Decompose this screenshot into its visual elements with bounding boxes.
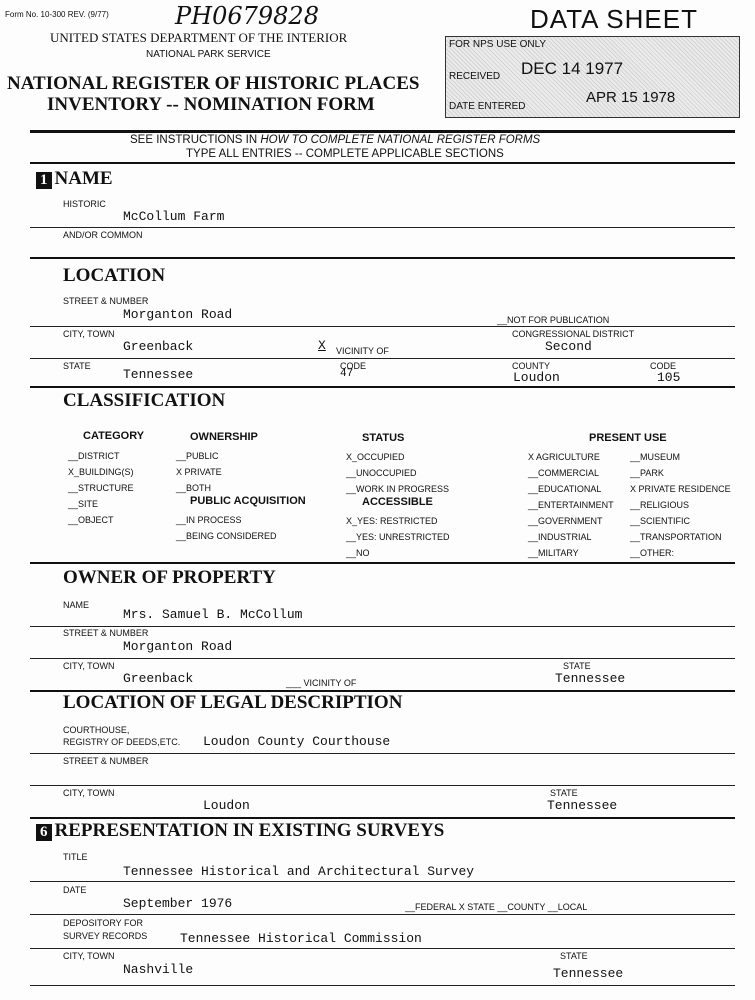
checkbox-option[interactable]: __OBJECT	[68, 515, 114, 525]
checkbox-option[interactable]: __SITE	[68, 499, 99, 509]
instructions-line-1: SEE INSTRUCTIONS IN HOW TO COMPLETE NATIONAL REGISTER FORMS	[130, 134, 541, 146]
owner-city-label: CITY, TOWN	[63, 661, 115, 671]
checkbox-option[interactable]: __UNOCCUPIED	[346, 468, 417, 478]
entered-date: APR 15 1978	[586, 89, 676, 106]
county-label: COUNTY	[512, 361, 550, 371]
survey-title-label: TITLE	[63, 852, 88, 862]
status-title: STATUS	[362, 432, 405, 444]
handwritten-id: PH0679828	[175, 2, 319, 30]
checkbox-option[interactable]: __DISTRICT	[68, 451, 120, 461]
checkbox-option[interactable]: __OTHER:	[630, 548, 675, 558]
vicinity-mark: X	[318, 338, 326, 353]
legal-city-label: CITY, TOWN	[63, 788, 115, 798]
survey-date-value: September 1976	[123, 896, 233, 911]
registry-label: REGISTRY OF DEEDS,ETC.	[63, 737, 181, 747]
checkbox-option[interactable]: __INDUSTRIAL	[528, 532, 592, 542]
form-number: Form No. 10-300 REV. (9/77)	[5, 10, 109, 19]
ownership-options	[176, 448, 222, 496]
not-for-publication: __NOT FOR PUBLICATION	[497, 315, 610, 325]
depository-label-2: SURVEY RECORDS	[63, 931, 148, 941]
checkbox-option[interactable]: __MUSEUM	[630, 452, 681, 462]
checkbox-option[interactable]: X_BUILDING(S)	[68, 467, 134, 477]
nps-use-box	[445, 36, 740, 118]
depository-label-1: DEPOSITORY FOR	[63, 918, 144, 928]
section-legal-heading: LOCATION OF LEGAL DESCRIPTION	[63, 692, 403, 713]
state-value: Tennessee	[123, 367, 194, 382]
legal-state-label: STATE	[550, 788, 578, 798]
section-surveys-heading: 6 REPRESENTATION IN EXISTING SURVEYS	[36, 820, 444, 842]
ownership-title: OWNERSHIP	[190, 431, 258, 443]
survey-level-options[interactable]: __FEDERAL X STATE __COUNTY __LOCAL	[405, 902, 588, 912]
checkbox-option[interactable]: __NO	[346, 548, 370, 558]
legal-city-value: Loudon	[203, 798, 250, 813]
checkbox-option[interactable]: X AGRICULTURE	[528, 452, 600, 462]
state-code: 47	[340, 368, 354, 380]
checkbox-option[interactable]: __SCIENTIFIC	[630, 516, 691, 526]
city-label: CITY, TOWN	[63, 329, 115, 339]
common-label: AND/OR COMMON	[63, 230, 143, 240]
received-label: RECEIVED	[449, 71, 501, 82]
owner-vicinity-label: ___ VICINITY OF	[286, 678, 357, 688]
data-sheet-stamp: DATA SHEET	[530, 4, 698, 34]
checkbox-option[interactable]: __BOTH	[176, 483, 212, 493]
checkbox-option[interactable]: __PARK	[630, 468, 664, 478]
survey-state-value: Tennessee	[553, 966, 624, 981]
county-value: Loudon	[513, 370, 560, 385]
public-acquisition-options	[176, 512, 277, 544]
checkbox-option[interactable]: __STRUCTURE	[68, 483, 134, 493]
received-date: DEC 14 1977	[521, 59, 624, 78]
present-use-title: PRESENT USE	[589, 432, 667, 444]
depository-value: Tennessee Historical Commission	[180, 931, 422, 946]
county-code-label: CODE	[650, 361, 677, 371]
checkbox-option[interactable]: __RELIGIOUS	[630, 500, 690, 510]
checkbox-option[interactable]: X PRIVATE	[176, 467, 222, 477]
survey-city-label: CITY, TOWN	[63, 951, 115, 961]
present-use-col2	[630, 449, 731, 561]
code-label: CODE	[340, 361, 367, 371]
checkbox-option[interactable]: __PUBLIC	[176, 451, 219, 461]
vicinity-label: VICINITY OF	[336, 346, 389, 356]
checkbox-option[interactable]: __MILITARY	[528, 548, 579, 558]
form-title-2: INVENTORY -- NOMINATION FORM	[47, 94, 375, 115]
survey-state-label: STATE	[560, 951, 588, 961]
survey-date-label: DATE	[63, 885, 87, 895]
courthouse-label: COURTHOUSE,	[63, 725, 130, 735]
owner-name-value: Mrs. Samuel B. McCollum	[123, 607, 303, 622]
category-options	[68, 448, 134, 528]
present-use-col1	[528, 449, 614, 561]
service: NATIONAL PARK SERVICE	[146, 49, 271, 60]
section-owner-heading: OWNER OF PROPERTY	[63, 567, 276, 588]
legal-street-label: STREET & NUMBER	[63, 756, 149, 766]
owner-state-value: Tennessee	[555, 671, 626, 686]
legal-state-value: Tennessee	[547, 798, 618, 813]
owner-city-value: Greenback	[123, 671, 194, 686]
county-code: 105	[657, 370, 681, 385]
city-value: Greenback	[123, 339, 194, 354]
checkbox-option[interactable]: __BEING CONSIDERED	[176, 531, 277, 541]
owner-street-label: STREET & NUMBER	[63, 628, 149, 638]
category-title: CATEGORY	[83, 430, 145, 442]
state-label: STATE	[63, 361, 91, 371]
instructions-line-2: TYPE ALL ENTRIES -- COMPLETE APPLICABLE SECTIONS	[186, 148, 504, 160]
status-options	[346, 449, 449, 497]
congressional-label: CONGRESSIONAL DISTRICT	[512, 329, 635, 339]
accessible-options	[346, 513, 450, 561]
checkbox-option[interactable]: __TRANSPORTATION	[630, 532, 722, 542]
congressional-value: Second	[545, 339, 592, 354]
owner-state-label: STATE	[563, 661, 591, 671]
accessible-title: ACCESSIBLE	[362, 496, 433, 508]
form-title-1: NATIONAL REGISTER OF HISTORIC PLACES	[7, 73, 420, 94]
survey-title-value: Tennessee Historical and Architectural Survey	[123, 864, 475, 879]
checkbox-option[interactable]: __YES: UNRESTRICTED	[346, 532, 450, 542]
checkbox-option[interactable]: __EDUCATIONAL	[528, 484, 602, 494]
street-value: Morganton Road	[123, 307, 233, 322]
checkbox-option[interactable]: __COMMERCIAL	[528, 468, 600, 478]
department: UNITED STATES DEPARTMENT OF THE INTERIOR	[50, 30, 348, 45]
section-location-heading: LOCATION	[63, 265, 166, 286]
owner-name-label: NAME	[63, 600, 90, 610]
historic-label: HISTORIC	[63, 199, 106, 209]
checkbox-option[interactable]: __IN PROCESS	[176, 515, 242, 525]
checkbox-option[interactable]: __GOVERNMENT	[528, 516, 603, 526]
courthouse-value: Loudon County Courthouse	[203, 734, 391, 749]
checkbox-option[interactable]: X_OCCUPIED	[346, 452, 405, 462]
survey-city-value: Nashville	[123, 962, 194, 977]
section-name-heading: 1 NAME	[36, 168, 113, 190]
section-classification-heading: CLASSIFICATION	[63, 390, 226, 411]
checkbox-option[interactable]: X_YES: RESTRICTED	[346, 516, 438, 526]
checkbox-option[interactable]: X PRIVATE RESIDENCE	[630, 484, 731, 494]
checkbox-option[interactable]: __WORK IN PROGRESS	[346, 484, 450, 494]
checkbox-option[interactable]: __ENTERTAINMENT	[528, 500, 614, 510]
street-label: STREET & NUMBER	[63, 296, 149, 306]
historic-value: McCollum Farm	[123, 209, 225, 224]
entered-label: DATE ENTERED	[449, 101, 526, 112]
public-acquisition-title: PUBLIC ACQUISITION	[190, 495, 306, 507]
nps-heading: FOR NPS USE ONLY	[449, 39, 547, 50]
owner-street-value: Morganton Road	[123, 639, 233, 654]
